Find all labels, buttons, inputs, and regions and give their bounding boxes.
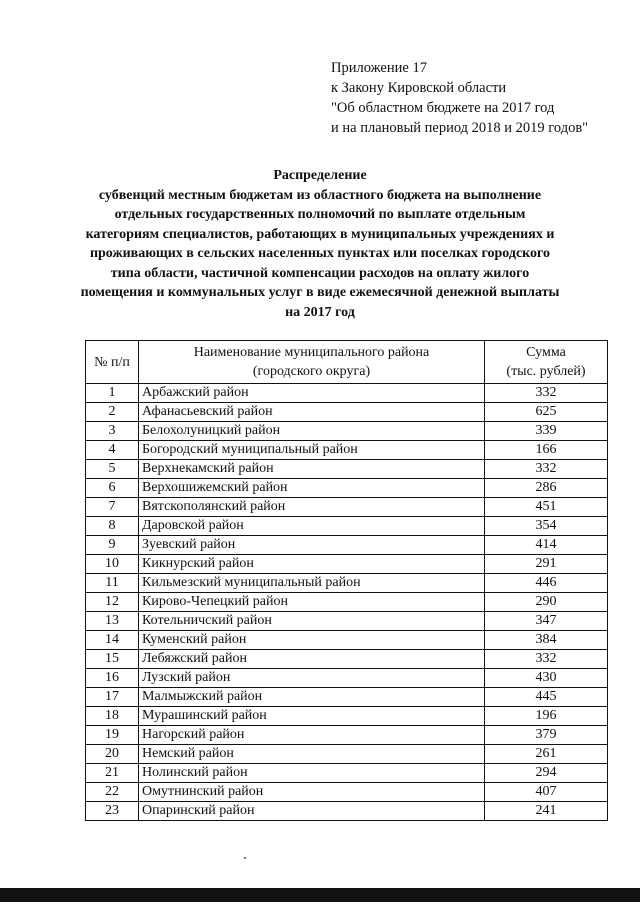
row-name-cell: Лебяжский район <box>139 650 485 669</box>
row-number-cell: 8 <box>86 517 139 536</box>
table-row <box>86 460 608 479</box>
row-name-cell: Мурашинский район <box>139 707 485 726</box>
distribution-table <box>85 340 608 821</box>
row-number-cell: 9 <box>86 536 139 555</box>
row-sum-cell: 294 <box>485 764 608 783</box>
table-row <box>86 403 608 422</box>
row-number-cell: 12 <box>86 593 139 612</box>
scan-speck <box>244 857 246 859</box>
table-row <box>86 536 608 555</box>
row-number-cell: 1 <box>86 384 139 403</box>
row-sum-cell: 347 <box>485 612 608 631</box>
row-number-cell: 16 <box>86 669 139 688</box>
row-sum-cell: 379 <box>485 726 608 745</box>
heading-line: помещения и коммунальных услуг в виде ежемесячной денежной выплаты <box>80 285 560 300</box>
row-number-cell: 18 <box>86 707 139 726</box>
row-number-cell: 10 <box>86 555 139 574</box>
row-name-cell: Омутнинский район <box>139 783 485 802</box>
row-name-cell: Нолинский район <box>139 764 485 783</box>
table-row <box>86 441 608 460</box>
row-number-cell: 23 <box>86 802 139 821</box>
row-number-cell: 13 <box>86 612 139 631</box>
appendix-block <box>331 58 588 138</box>
document-heading <box>80 166 560 322</box>
row-sum-cell: 430 <box>485 669 608 688</box>
row-number-cell: 2 <box>86 403 139 422</box>
row-number-cell: 20 <box>86 745 139 764</box>
header-name <box>139 341 485 384</box>
row-sum-cell: 445 <box>485 688 608 707</box>
row-sum-cell: 625 <box>485 403 608 422</box>
row-name-cell: Верхнекамский район <box>139 460 485 479</box>
row-name-cell: Кирово-Чепецкий район <box>139 593 485 612</box>
table-row <box>86 593 608 612</box>
heading-line: на 2017 год <box>285 304 355 320</box>
table-body <box>86 384 608 821</box>
table-row <box>86 802 608 821</box>
row-sum-cell: 384 <box>485 631 608 650</box>
row-sum-cell: 290 <box>485 593 608 612</box>
row-number-cell: 11 <box>86 574 139 593</box>
row-name-cell: Опаринский район <box>139 802 485 821</box>
appendix-line-3: "Об областном бюджете на 2017 год <box>331 100 555 116</box>
row-number-cell: 19 <box>86 726 139 745</box>
header-sum-line-1: Сумма <box>526 345 566 360</box>
table-row <box>86 517 608 536</box>
row-number-cell: 6 <box>86 479 139 498</box>
row-sum-cell: 446 <box>485 574 608 593</box>
table-row <box>86 631 608 650</box>
row-number-cell: 4 <box>86 441 139 460</box>
row-number-cell: 21 <box>86 764 139 783</box>
row-sum-cell: 332 <box>485 650 608 669</box>
table-row <box>86 726 608 745</box>
row-number-cell: 17 <box>86 688 139 707</box>
heading-line: проживающих в сельских населенных пунктах или поселках городского <box>89 246 551 261</box>
row-name-cell: Куменский район <box>139 631 485 650</box>
header-sum <box>485 341 608 384</box>
appendix-line-1: Приложение 17 <box>331 60 427 76</box>
row-name-cell: Котельничский район <box>139 612 485 631</box>
table-row <box>86 764 608 783</box>
row-name-cell: Кикнурский район <box>139 555 485 574</box>
header-name-line-1: Наименование муниципального района <box>193 345 430 360</box>
row-name-cell: Немский район <box>139 745 485 764</box>
table-row <box>86 422 608 441</box>
heading-line: категориям специалистов, работающих в муниципальных учреждениях и <box>85 226 555 242</box>
row-number-cell: 3 <box>86 422 139 441</box>
row-sum-cell: 339 <box>485 422 608 441</box>
row-name-cell: Нагорский район <box>139 726 485 745</box>
row-name-cell: Кильмезский муниципальный район <box>139 574 485 593</box>
table-row <box>86 498 608 517</box>
row-name-cell: Лузский район <box>139 669 485 688</box>
appendix-line-2: к Закону Кировской области <box>331 80 507 96</box>
row-number-cell: 22 <box>86 783 139 802</box>
row-sum-cell: 451 <box>485 498 608 517</box>
row-number-cell: 7 <box>86 498 139 517</box>
table-row <box>86 688 608 707</box>
row-name-cell: Белохолуницкий район <box>139 422 485 441</box>
table-row <box>86 707 608 726</box>
row-sum-cell: 414 <box>485 536 608 555</box>
scan-edge-bar <box>0 888 640 902</box>
row-name-cell: Богородский муниципальный район <box>139 441 485 460</box>
appendix-line-4: и на плановый период 2018 и 2019 годов" <box>331 120 589 136</box>
row-name-cell: Вятскополянский район <box>139 498 485 517</box>
row-name-cell: Даровской район <box>139 517 485 536</box>
row-sum-cell: 166 <box>485 441 608 460</box>
row-name-cell: Зуевский район <box>139 536 485 555</box>
table-row <box>86 669 608 688</box>
heading-line: субвенций местным бюджетам из областного бюджета на выполнение <box>98 187 542 203</box>
header-sum-line-2: (тыс. рублей) <box>506 364 586 379</box>
table-row <box>86 650 608 669</box>
header-num: № п/п <box>86 341 139 384</box>
row-number-cell: 5 <box>86 460 139 479</box>
row-sum-cell: 354 <box>485 517 608 536</box>
row-sum-cell: 196 <box>485 707 608 726</box>
table-row <box>86 574 608 593</box>
row-name-cell: Верхошижемский район <box>139 479 485 498</box>
row-name-cell: Малмыжский район <box>139 688 485 707</box>
table-row <box>86 384 608 403</box>
row-sum-cell: 407 <box>485 783 608 802</box>
header-name-line-2: (городского округа) <box>252 364 371 379</box>
table-row <box>86 555 608 574</box>
row-number-cell: 15 <box>86 650 139 669</box>
heading-line: отдельных государственных полномочий по выплате отдельным <box>114 207 526 222</box>
row-name-cell: Арбажский район <box>139 384 485 403</box>
row-name-cell: Афанасьевский район <box>139 403 485 422</box>
table-row <box>86 783 608 802</box>
heading-title: Распределение <box>273 168 367 183</box>
table-header-row <box>86 341 608 384</box>
row-sum-cell: 332 <box>485 384 608 403</box>
row-sum-cell: 291 <box>485 555 608 574</box>
row-sum-cell: 286 <box>485 479 608 498</box>
table-row <box>86 745 608 764</box>
row-sum-cell: 241 <box>485 802 608 821</box>
table-row <box>86 479 608 498</box>
row-number-cell: 14 <box>86 631 139 650</box>
table-row <box>86 612 608 631</box>
row-sum-cell: 261 <box>485 745 608 764</box>
row-sum-cell: 332 <box>485 460 608 479</box>
heading-line: типа области, частичной компенсации расходов на оплату жилого <box>110 265 530 281</box>
